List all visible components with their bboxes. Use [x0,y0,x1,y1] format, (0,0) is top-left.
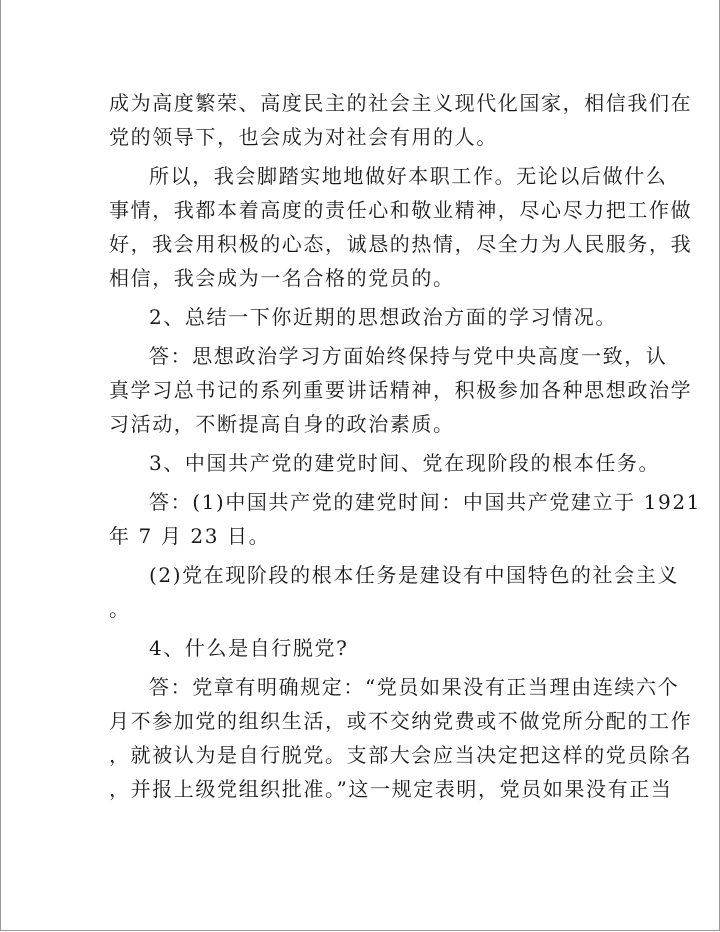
text-line: ，并报上级党组织批准。”这一规定表明，党员如果没有正当 [109,777,673,801]
text-line: 2、总结一下你近期的思想政治方面的学习情况。 [149,305,617,329]
text-line: 答：思想政治学习方面始终保持与党中央高度一致，认 [149,344,668,368]
text-line: (2)党在现阶段的根本任务是建设有中国特色的社会主义 [149,563,679,587]
text-line: 事情，我都本着高度的责任心和敬业精神，尽心尽力把工作做 [109,198,693,222]
text-line: 月不参加党的组织生活，或不交纳党费或不做党所分配的工作 [109,709,693,733]
text-line: 成为高度繁荣、高度民主的社会主义现代化国家，相信我们在 [109,91,693,115]
text-line: 党的领导下，也会成为对社会有用的人。 [109,125,498,149]
text-line: 习活动，不断提高自身的政治素质。 [109,412,455,436]
text-line: ，就被认为是自行脱党。支部大会应当决定把这样的党员除名 [109,743,693,767]
text-line: 答：(1)中国共产党的建党时间：中国共产党建立于 1921 [149,490,701,514]
text-line: 。 [109,597,131,621]
text-line: 所以，我会脚踏实地地做好本职工作。无论以后做什么 [149,164,668,188]
text-line: 答：党章有明确规定：“党员如果没有正当理由连续六个 [149,675,680,699]
text-line: 3、中国共产党的建党时间、党在现阶段的根本任务。 [149,451,661,475]
text-line: 相信，我会成为一名合格的党员的。 [109,266,455,290]
text-line: 好，我会用积极的心态，诚恳的热情，尽全力为人民服务，我 [109,232,693,256]
text-line: 4、什么是自行脱党? [149,636,349,660]
text-line: 年 7 月 23 日。 [109,524,271,548]
text-line: 真学习总书记的系列重要讲话精神，积极参加各种思想政治学 [109,378,693,402]
document-body [109,86,701,806]
